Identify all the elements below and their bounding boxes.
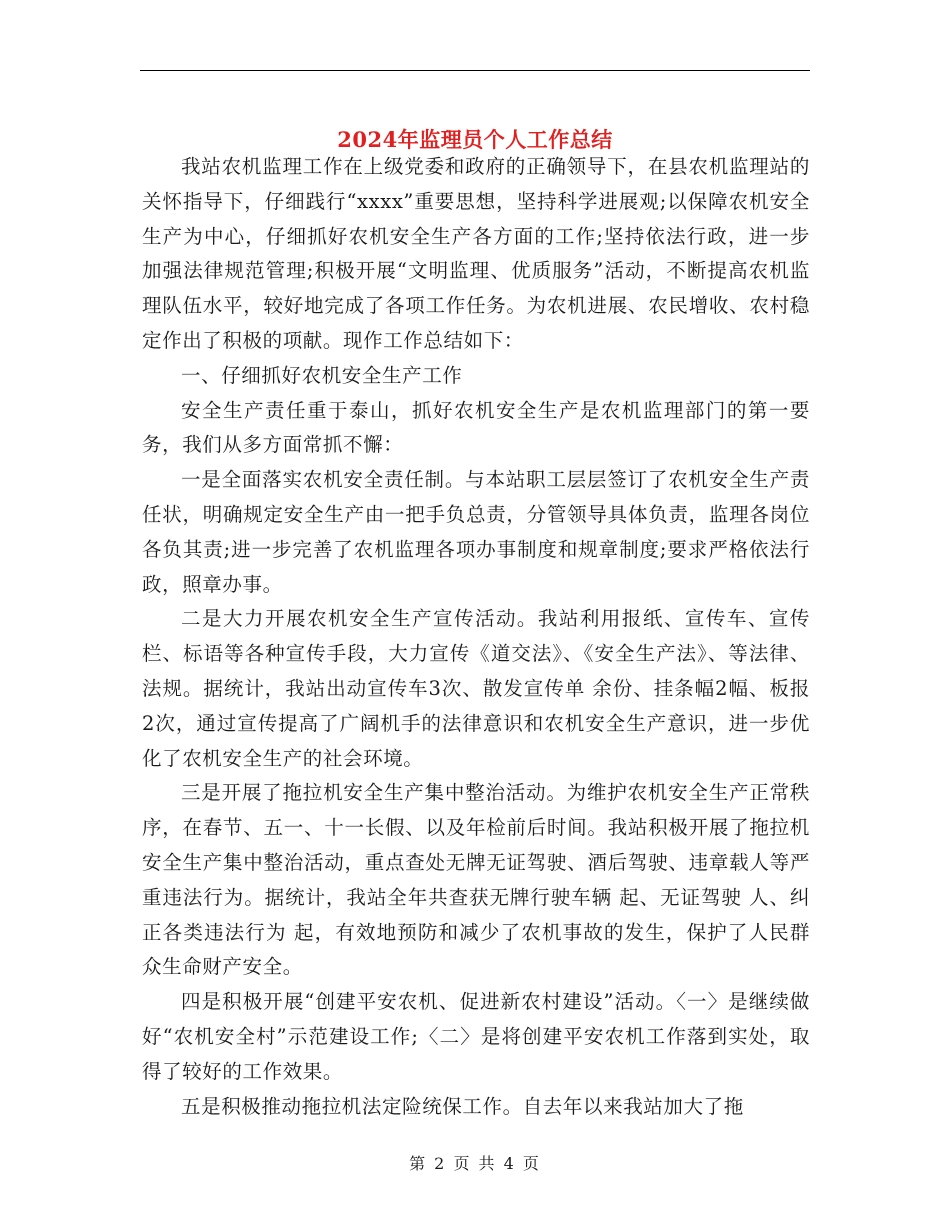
paragraph-3: 二是大力开展农机安全生产宣传活动。我站利用报纸、宣传车、宣传栏、标语等各种宣传手段，大力宣传《道交法》、《安全生产法》、等法律、法规。据统计，我站出动宣传车3次、散发宣传单 余份、挂条幅2幅、板报2次，通过宣传提高了广阔机手的法律意识和农机安全生产意识，进一步优化了农机安全生产的社会环境。 [142, 607, 810, 770]
paragraph-2: 一是全面落实农机安全责任制。与本站职工层层签订了农机安全生产责任状，明确规定安全生产由一把手负总责，分管领导具体负责，监理各岗位各负其责;进一步完善了农机监理各项办事制度和规章制度;要求严格依法行政，照章办事。 [142, 468, 810, 596]
paragraph-intro: 我站农机监理工作在上级党委和政府的正确领导下，在县农机监理站的关怀指导下，仔细践行“xxxx”重要思想，坚持科学进展观;以保障农机安全生产为中心，仔细抓好农机安全生产各方面的工作;坚持依法行政，进一步加强法律规范管理;积极开展“文明监理、优质服务”活动，不断提高农机监理队伍水平，较好地完成了各项工作任务。为农机进展、农民增收、农村稳定作出了积极的项献。现作工作总结如下： [142, 155, 810, 352]
paragraph-4: 三是开展了拖拉机安全生产集中整治活动。为维护农机安全生产正常秩序，在春节、五一、十一长假、以及年检前后时间。我站积极开展了拖拉机安全生产集中整治活动，重点查处无牌无证驾驶、酒后驾驶、违章载人等严重违法行为。据统计，我站全年共查获无牌行驶车辆 起、无证驾驶 人、纠正各类违法行为 起，有效地预防和减少了农机事故的发生，保护了人民群众生命财产安全。 [142, 781, 810, 979]
document-title: 2024年监理员个人工作总结 [337, 127, 613, 153]
header-rule [140, 70, 810, 71]
section-heading-1: 一、仔细抓好农机安全生产工作 [181, 363, 463, 387]
document-body [142, 150, 810, 1124]
paragraph-6: 五是积极推动拖拉机法定险统保工作。自去年以来我站加大了拖 [181, 1094, 744, 1118]
page-indicator: 第 2 页 共 4 页 [409, 1154, 541, 1173]
paragraph-1: 安全生产责任重于泰山，抓好农机安全生产是农机监理部门的第一要务，我们从多方面常抓不懈： [142, 398, 810, 457]
paragraph-5: 四是积极开展“创建平安农机、促进新农村建设”活动。〈一〉是继续做好“农机安全村”示范建设工作;〈二〉是将创建平安农机工作落到实处，取得了较好的工作效果。 [142, 990, 810, 1083]
